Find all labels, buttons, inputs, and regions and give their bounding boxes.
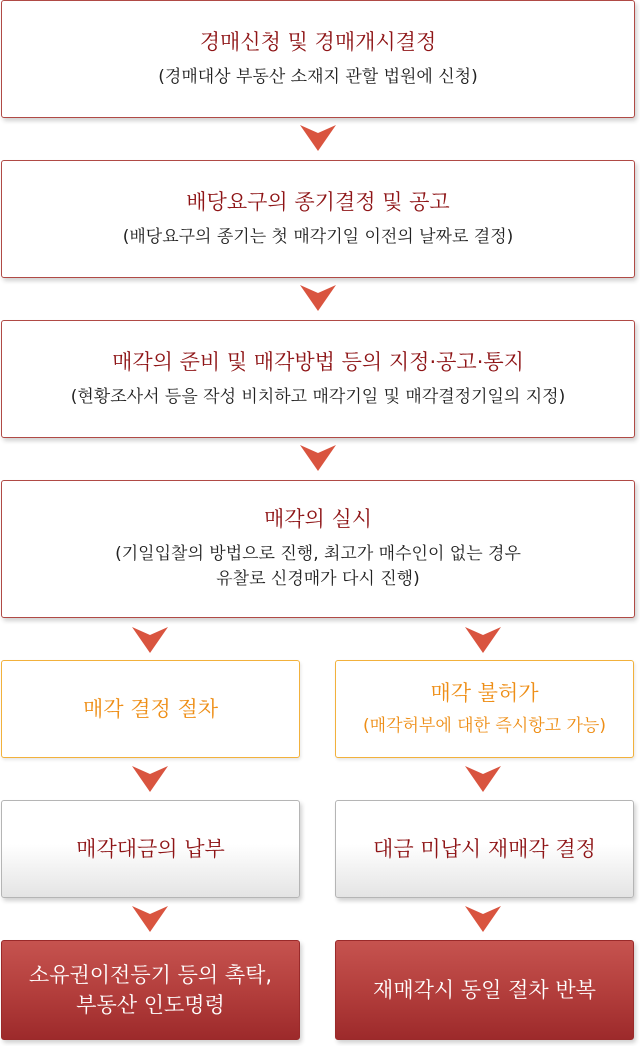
step-2-title: 배당요구의 종기결정 및 공고 — [186, 189, 450, 214]
arrow-down-icon — [132, 627, 168, 653]
step-3-subtitle: (현황조사서 등을 작성 비치하고 매각기일 및 매각결정기일의 지정) — [70, 386, 566, 407]
right-decision-box — [335, 660, 634, 758]
right-decision-subtitle: (매각허부에 대한 즉시항고 가능) — [363, 715, 606, 736]
step-2-subtitle: (배당요구의 종기는 첫 매각기일 이전의 날짜로 결정) — [122, 226, 514, 247]
right-final-title: 재매각시 동일 절차 반복 — [373, 977, 596, 1002]
left-decision-title: 매각 결정 절차 — [82, 696, 219, 721]
step-4-box — [1, 480, 635, 618]
arrow-down-icon — [465, 766, 501, 792]
step-4-subtitle — [115, 542, 521, 591]
step-3-title: 매각의 준비 및 매각방법 등의 지정·공고·통지 — [112, 349, 524, 374]
left-decision-box — [1, 660, 300, 758]
arrow-down-icon — [300, 445, 336, 471]
step-1-subtitle: (경매대상 부동산 소재지 관할 법원에 신청) — [158, 66, 478, 87]
left-final-line-2: 부동산 인도명령 — [76, 993, 225, 1017]
step-1-title: 경매신청 및 경매개시결정 — [199, 29, 437, 54]
left-payment-title: 매각대금의 납부 — [76, 836, 225, 861]
step-3-box — [1, 320, 635, 438]
step-4-subtitle-line-2: 유찰로 신경매가 다시 진행) — [216, 569, 420, 590]
arrow-down-icon — [300, 285, 336, 311]
arrow-down-icon — [132, 906, 168, 932]
left-final-box — [1, 940, 300, 1040]
arrow-down-icon — [300, 125, 336, 151]
step-4-title: 매각의 실시 — [263, 507, 373, 532]
step-2-box — [1, 160, 635, 278]
right-final-box — [335, 940, 634, 1040]
arrow-down-icon — [132, 766, 168, 792]
left-payment-box — [1, 800, 300, 898]
step-4-subtitle-line-1: (기일입찰의 방법으로 진행, 최고가 매수인이 없는 경우 — [115, 544, 521, 565]
arrow-down-icon — [465, 627, 501, 653]
right-payment-title: 대금 미납시 재매각 결정 — [373, 836, 596, 861]
right-payment-box — [335, 800, 634, 898]
arrow-down-icon — [465, 906, 501, 932]
right-decision-title: 매각 불허가 — [430, 680, 539, 705]
step-1-box — [1, 0, 635, 118]
left-final-line-1: 소유권이전등기 등의 촉탁, — [28, 962, 273, 987]
